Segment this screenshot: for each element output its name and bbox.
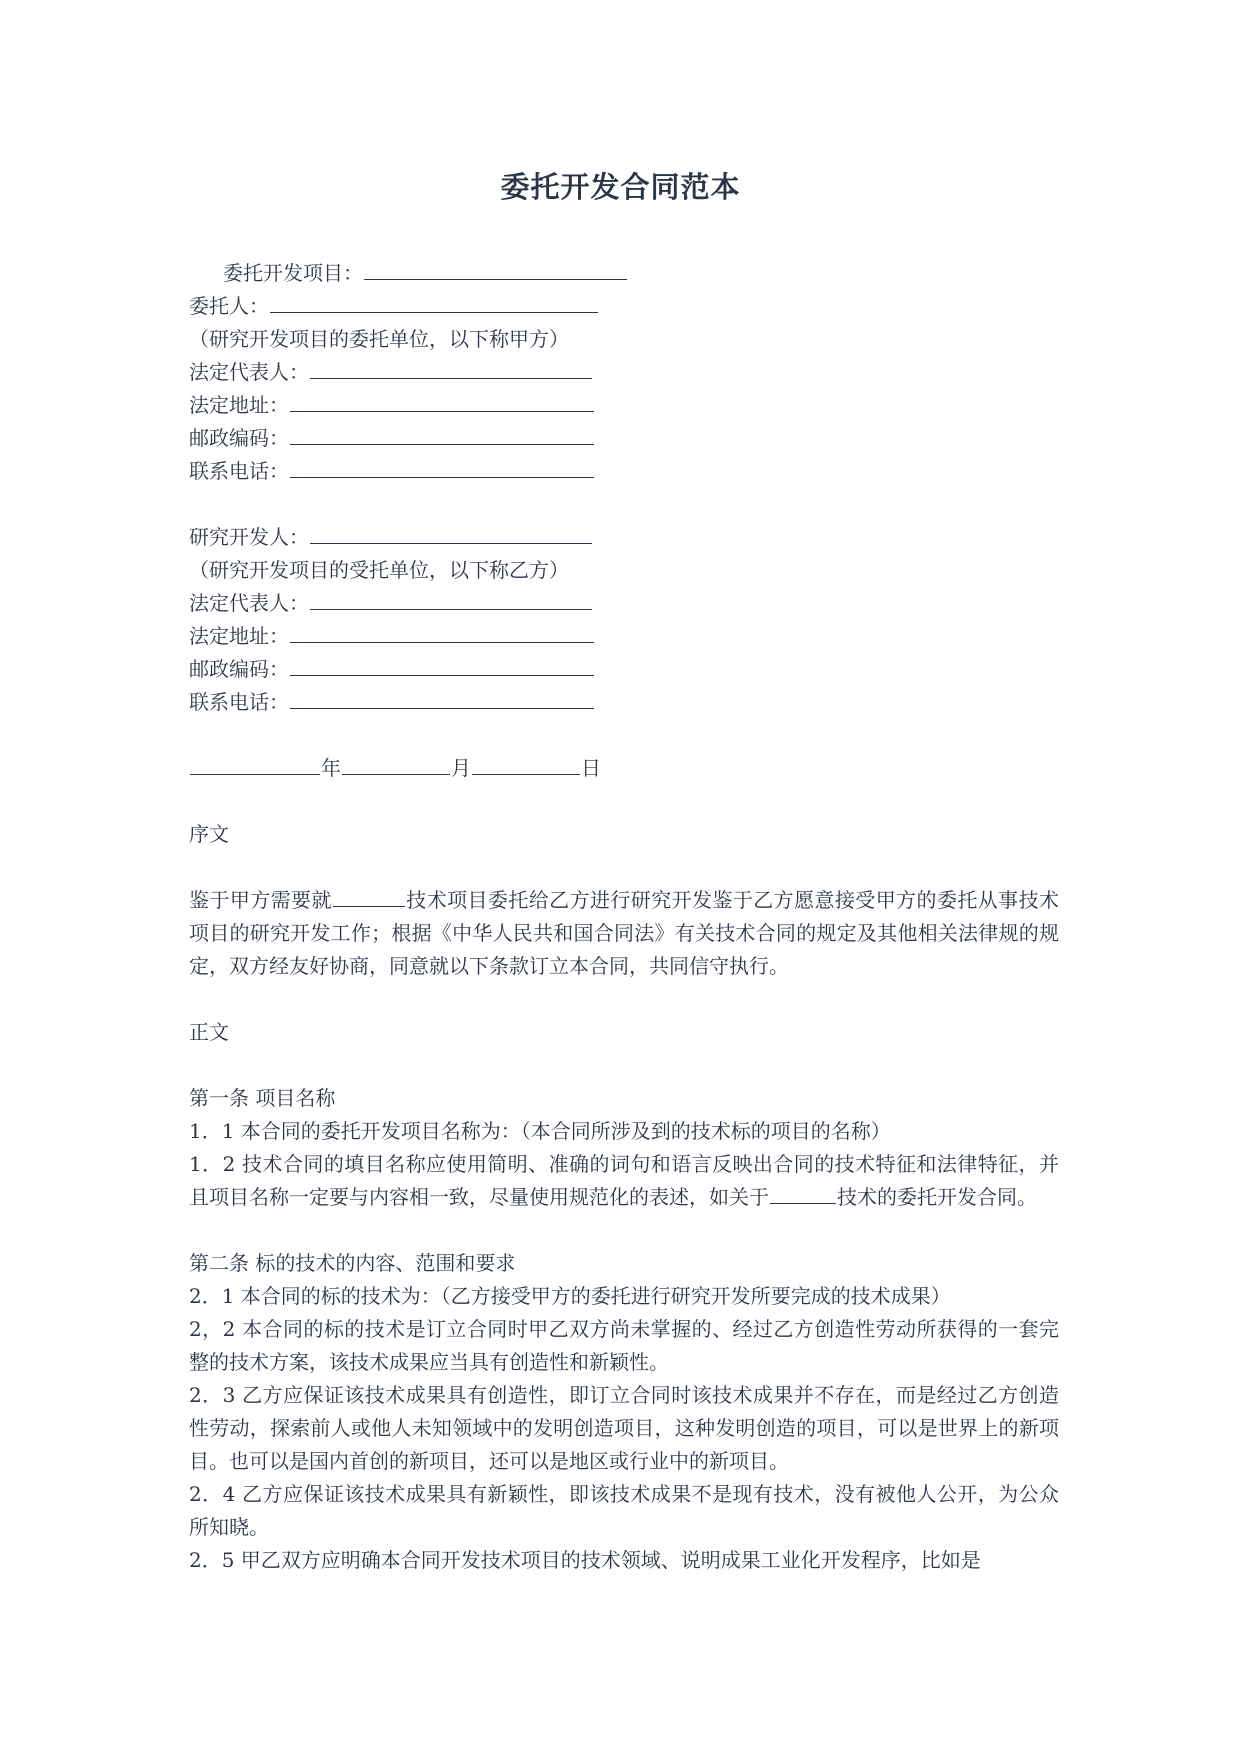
field-label: 法定代表人：: [189, 360, 309, 384]
preamble-paragraph: [189, 884, 1059, 983]
field-label: 法定地址：: [189, 393, 289, 417]
clause-1-1: 1．1 本合同的委托开发项目名称为：（本合同所涉及到的技术标的项目的名称）: [189, 1119, 891, 1143]
developer-blank[interactable]: [310, 521, 592, 544]
clause-2-3: 2．3 乙方应保证该技术成果具有创造性，即订立合同时该技术成果并不存在，而是经过乙方创造性劳动，探索前人或他人未知领域中的发明创造项目，这种发明创造的项目，可以是世界上的新项目。也可以是国内首创的新项目，还可以是地区或行业中的新项目。: [189, 1383, 1059, 1473]
clause-1-2-text-a: 1．2 技术合同的填目名称应使用简明、准确的词句和语言反映出合同的技术特征和法律特征，并且项目名称一定要与内容相一致，尽量使用规范化的表述，如关于: [189, 1152, 1059, 1209]
spacer: [189, 785, 1059, 818]
field-label: 联系电话：: [189, 459, 289, 483]
year-blank[interactable]: [190, 752, 320, 775]
client-address-field: [189, 389, 1059, 422]
developer-note: （研究开发项目的受托单位，以下称乙方）: [189, 558, 569, 582]
body-heading: 正文: [189, 1020, 229, 1044]
client-phone-blank[interactable]: [290, 455, 594, 478]
client-note: （研究开发项目的委托单位，以下称甲方）: [189, 327, 569, 351]
contract-content: [189, 257, 1059, 1577]
client-field: [189, 290, 1059, 323]
clause-1-2: [189, 1148, 1059, 1214]
developer-field: [189, 521, 1059, 554]
client-phone-field: [189, 455, 1059, 488]
spacer: [189, 719, 1059, 752]
spacer: [189, 488, 1059, 521]
spacer: [189, 1214, 1059, 1247]
developer-address-field: [189, 620, 1059, 653]
client-postcode-field: [189, 422, 1059, 455]
tech-name-blank[interactable]: [770, 1183, 836, 1204]
field-label: 法定代表人：: [189, 591, 309, 615]
client-label: 委托人：: [189, 294, 269, 318]
year-label: 年: [321, 756, 341, 780]
clause-2-5: 2．5 甲乙双方应明确本合同开发技术项目的技术领域、说明成果工业化开发程序，比如是: [189, 1548, 981, 1572]
developer-address-blank[interactable]: [290, 620, 594, 643]
date-line: [189, 752, 1059, 785]
spacer: [189, 1049, 1059, 1082]
developer-postcode-field: [189, 653, 1059, 686]
spacer: [189, 851, 1059, 884]
project-blank[interactable]: [364, 257, 627, 280]
preamble-text-a: 鉴于甲方需要就: [189, 888, 332, 912]
tech-project-blank[interactable]: [333, 886, 405, 907]
developer-postcode-blank[interactable]: [290, 653, 594, 676]
client-address-blank[interactable]: [290, 389, 594, 412]
field-label: 法定地址：: [189, 624, 289, 648]
preamble-text-b: 技术项目委托给乙方进行研究开发鉴于乙方愿意接受甲方的委托从事技术项目的研究开发工作；根据《中华人民共和国合同法》有关技术合同的规定及其他相关法律规的规定，双方经友好协商，同意就以下条款订立本合同，共同信守执行。: [189, 888, 1060, 978]
day-blank[interactable]: [472, 752, 580, 775]
client-postcode-blank[interactable]: [290, 422, 594, 445]
clause-2-2: 2，2 本合同的标的技术是订立合同时甲乙双方尚未掌握的、经过乙方创造性劳动所获得的一套完整的技术方案，该技术成果应当具有创造性和新颖性。: [189, 1317, 1059, 1374]
clause-2-4: 2．4 乙方应保证该技术成果具有新颖性，即该技术成果不是现有技术，没有被他人公开，为公众所知晓。: [189, 1482, 1059, 1539]
day-label: 日: [581, 756, 601, 780]
developer-label: 研究开发人：: [189, 525, 309, 549]
spacer: [189, 983, 1059, 1016]
project-label: 委托开发项目：: [223, 261, 363, 285]
client-blank[interactable]: [270, 290, 598, 313]
article2-heading: 第二条 标的技术的内容、范围和要求: [189, 1251, 516, 1275]
field-label: 邮政编码：: [189, 657, 289, 681]
developer-phone-field: [189, 686, 1059, 719]
clause-1-2-text-b: 技术的委托开发合同。: [837, 1185, 1037, 1209]
field-label: 邮政编码：: [189, 426, 289, 450]
developer-legal-rep-field: [189, 587, 1059, 620]
project-field: [189, 257, 1059, 290]
client-legal-rep-blank[interactable]: [310, 356, 592, 379]
developer-legal-rep-blank[interactable]: [310, 587, 592, 610]
clause-2-1: 2．1 本合同的标的技术为：（乙方接受甲方的委托进行研究开发所要完成的技术成果）: [189, 1284, 951, 1308]
field-label: 联系电话：: [189, 690, 289, 714]
developer-phone-blank[interactable]: [290, 686, 594, 709]
article1-heading: 第一条 项目名称: [189, 1086, 336, 1110]
document-title: 委托开发合同范本: [500, 170, 741, 204]
month-blank[interactable]: [342, 752, 450, 775]
month-label: 月: [451, 756, 471, 780]
preamble-heading: 序文: [189, 822, 229, 846]
client-legal-rep-field: [189, 356, 1059, 389]
